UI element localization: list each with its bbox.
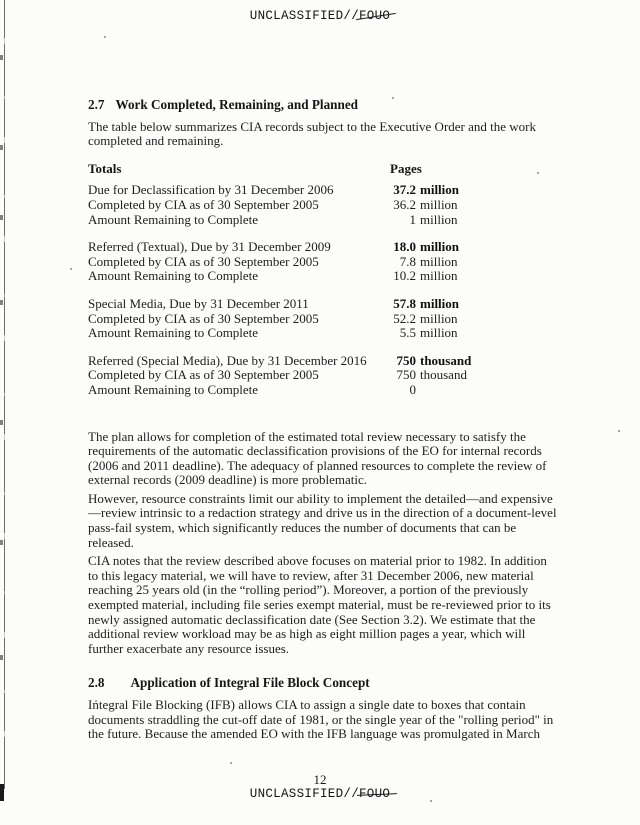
classification-footer: [0, 787, 640, 801]
classification-header-text: [250, 9, 390, 23]
row-value-unit: million: [420, 295, 460, 311]
scan-edge-tick: [0, 215, 3, 220]
table-groups: [88, 183, 558, 397]
row-value-unit: million: [420, 310, 458, 326]
table-row: [88, 312, 558, 327]
row-value-unit: thousand: [420, 367, 467, 383]
paragraph-cia-notes: CIA notes that the review described above focuses on material prior to 1982. In addition to this legacy material, we will have to review, after 31 December 2006, new material reaching 25 years old (in the “rolling period”). Moreover, a portion of the previously exempted material, including file series exempt material, must be re-reviewed prior to its newly assigned automatic declassification date (See Section 3.2). We estimate that the additional review workload may be as high as eight million pages a year, which will further exacerbate any resource issues.: [88, 553, 551, 656]
row-value-unit: million: [420, 253, 458, 269]
classification-footer-text: [250, 787, 390, 801]
row-value: [390, 183, 558, 198]
row-value: [390, 368, 558, 383]
table-row: [88, 354, 558, 369]
table-header-row: [88, 162, 558, 177]
row-value-number: 52.2: [393, 310, 416, 326]
paragraph-plan: The plan allows for completion of the estimated total review necessary to satisfy the requirements of the automatic declassification provisions of the EO for internal records (2006 and 2011 deadline). The adequacy of planned resources to complete the review of external records (2009 deadline) is more problematic.: [88, 428, 547, 488]
row-value-unit: million: [420, 182, 460, 198]
table-group: [88, 183, 558, 227]
scan-edge-tick: [0, 55, 3, 60]
classification-prefix: UNCLASSIFIED//: [249, 787, 359, 801]
row-value-unit: million: [420, 196, 458, 212]
scan-edge-tick: [0, 420, 3, 425]
row-value-number: 0: [409, 381, 416, 397]
row-label: Completed by CIA as of 30 September 2005: [88, 367, 319, 383]
section-2-7-title: Work Completed, Remaining, and Planned: [115, 97, 359, 112]
row-value-unit: million: [420, 325, 458, 341]
row-label: Completed by CIA as of 30 September 2005: [88, 253, 319, 269]
row-label: Special Media, Due by 31 December 2011: [88, 295, 309, 311]
row-value: [390, 198, 558, 213]
row-value: [390, 326, 558, 341]
table-row: [88, 213, 558, 228]
row-value-number: 36.2: [393, 196, 416, 212]
row-label: Referred (Textual), Due by 31 December 2009: [88, 239, 331, 255]
row-label: Referred (Special Media), Due by 31 December 2016: [88, 352, 367, 368]
row-value-number: 57.8: [393, 295, 416, 311]
row-value-unit: million: [420, 268, 458, 284]
section-2-8-title: Application of Integral File Block Concept: [130, 675, 370, 691]
table-row: [88, 269, 558, 284]
row-value-number: 10.2: [393, 268, 416, 284]
row-label: Amount Remaining to Complete: [88, 325, 259, 341]
table-row: [88, 297, 558, 312]
intro-paragraph: The table below summarizes CIA records subject to the Executive Order and the work completed and remaining.: [88, 118, 536, 149]
section-2-8-heading: [88, 676, 558, 691]
table-row: [88, 383, 558, 398]
row-value-number: 1: [409, 211, 416, 227]
scan-speck: [104, 36, 106, 38]
row-value: [390, 312, 558, 327]
row-value-number: 750: [396, 352, 416, 368]
paragraph-constraints: However, resource constraints limit our ability to implement the detailed—and expensive—review intrinsic to a redaction strategy and drive us in the direction of a document-level pass-fail system, which significantly reduces the number of documents that can be released.: [88, 490, 557, 550]
row-label: Amount Remaining to Complete: [88, 381, 259, 397]
scan-artifact-left-line: [4, 0, 5, 789]
row-value-number: 18.0: [393, 239, 416, 255]
row-value-number: 750: [396, 367, 416, 383]
row-value-number: 5.5: [399, 325, 416, 341]
classification-struck-fouo: FOUO: [359, 787, 391, 801]
row-value: [390, 354, 558, 369]
table-row: [88, 240, 558, 255]
scan-edge-tick: [0, 300, 3, 305]
table-row: [88, 255, 558, 270]
row-value: [390, 255, 558, 270]
classification-header: [0, 9, 640, 23]
paragraph-ifb: Integral File Blocking (IFB) allows CIA to assign a single date to boxes that contain documents straddling the cut-off date of 1981, or the single year of the "rolling period" in the future. Because the amended EO with the IFB language was promulgated in March: [88, 697, 554, 742]
row-value-unit: thousand: [420, 352, 472, 368]
section-2-8-number: 2.8: [88, 675, 105, 691]
totals-table: [88, 162, 558, 398]
document-body: [88, 98, 558, 742]
row-value: [390, 297, 558, 312]
row-label: Completed by CIA as of 30 September 2005: [88, 310, 319, 326]
row-label: Completed by CIA as of 30 September 2005: [88, 196, 319, 212]
row-value: [390, 240, 558, 255]
row-value: [390, 269, 558, 284]
table-row: [88, 368, 558, 383]
table-group: [88, 240, 558, 284]
table-row: [88, 198, 558, 213]
row-value: [390, 213, 558, 228]
section-2-7-number: 2.7: [88, 97, 105, 112]
row-value-number: 7.8: [399, 253, 416, 269]
classification-struck-fouo: FOUO: [359, 9, 391, 23]
row-label: Amount Remaining to Complete: [88, 211, 259, 227]
scan-edge-tick: [0, 540, 3, 545]
table-group: [88, 297, 558, 341]
row-value-unit: million: [420, 239, 460, 255]
table-row: [88, 326, 558, 341]
row-value-unit: million: [420, 211, 458, 227]
scan-edge-tick: [0, 655, 3, 660]
row-value: [390, 383, 558, 398]
scan-speck: [230, 762, 232, 764]
scan-edge-tick: [0, 145, 3, 150]
section-2-7-heading: [88, 98, 558, 113]
table-header-totals: Totals: [88, 160, 122, 176]
row-label: Due for Declassification by 31 December 2006: [88, 182, 334, 198]
row-label: Amount Remaining to Complete: [88, 268, 259, 284]
row-value-number: 37.2: [393, 182, 416, 198]
classification-prefix: UNCLASSIFIED//: [249, 9, 359, 23]
page-number: 12: [313, 772, 327, 787]
scan-speck: [618, 430, 620, 432]
scan-speck: [70, 268, 72, 270]
table-group: [88, 354, 558, 398]
table-row: [88, 183, 558, 198]
table-header-pages: Pages: [390, 160, 422, 176]
